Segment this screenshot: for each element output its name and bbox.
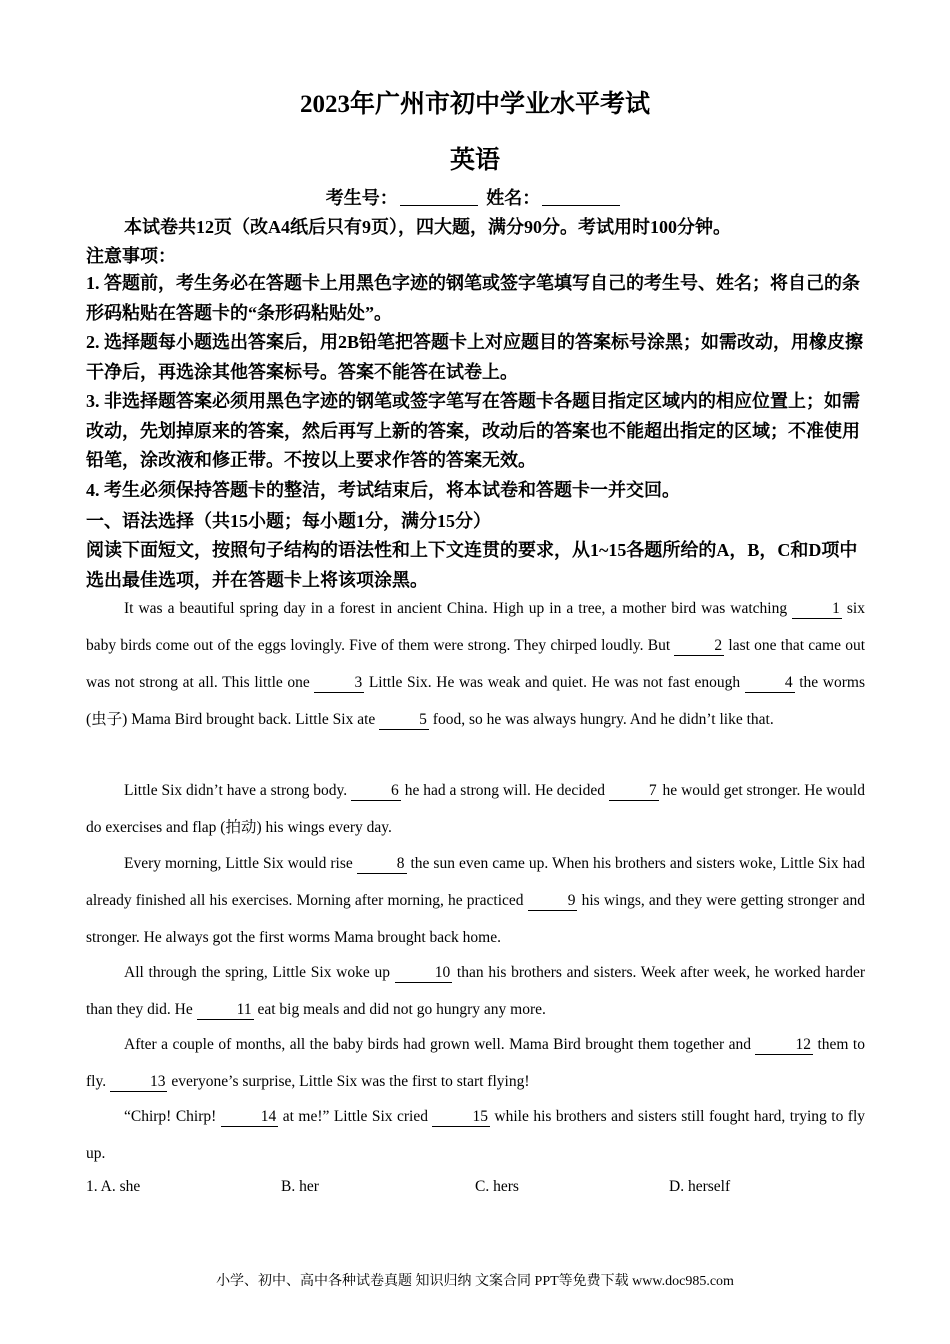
note-item: 4. 考生必须保持答题卡的整洁，考试结束后，将本试卷和答题卡一并交回。 [86, 479, 680, 500]
exam-intro: 本试卷共12页（改A4纸后只有9页），四大题，满分90分。考试用时100分钟。 [124, 217, 731, 237]
blank-5: 5 [379, 711, 429, 730]
blank-15: 15 [432, 1108, 490, 1127]
option-a: 1. A. she [86, 1178, 141, 1195]
blank-9: 9 [528, 892, 578, 911]
student-no-label: 考生号： [325, 188, 398, 208]
blank-14: 14 [221, 1108, 279, 1127]
option-b: B. her [281, 1178, 319, 1195]
note-item: 1. 答题前，考生务必在答题卡上用黑色字迹的钢笔或签字笔填写自己的考生号、姓名；将自己的条形码粘贴在答题卡的“条形码粘贴处”。 [86, 273, 860, 323]
blank-1: 1 [792, 600, 842, 619]
passage-paragraph: Little Six didn’t have a strong body. 6 he had a strong will. He decided 7 he would get stronger. He would do exercises and flap (拍动) his wings every day. [86, 782, 865, 836]
blank-13: 13 [110, 1073, 168, 1092]
passage-paragraph: “Chirp! Chirp! 14 at me!” Little Six cried 15 while his brothers and sisters still fought hard, trying to fly up. [86, 1108, 866, 1162]
section-instruction: 阅读下面短文，按照句子结构的语法性和上下文连贯的要求，从1~15各题所给的A，B，C和D项中选出最佳选项，并在答题卡上将该项涂黑。 [86, 540, 858, 590]
passage-paragraph: After a couple of months, all the baby birds had grown well. Mama Bird brought them together and 12 them to fly. 13 everyone’s surprise, Little Six was the first to start flying! [86, 1036, 865, 1090]
blank-8: 8 [357, 855, 407, 874]
option-c: C. hers [475, 1178, 519, 1195]
section-heading: 一、语法选择（共15小题；每小题1分，满分15分） [86, 511, 491, 531]
passage-paragraph: It was a beautiful spring day in a forest in ancient China. High up in a tree, a mother bird was watching 1 six baby birds come out of the eggs lovingly. Five of them were strong. They chirped loudly. But 2 last one that came out was not strong at all. This little one 3 Little Six. He was weak and quiet. He was not fast enough 4 the worms (虫子) Mama Bird brought back. Little Six ate 5 food, so he was always hungry. And he didn’t like that. [86, 600, 865, 728]
blank-7: 7 [609, 782, 659, 801]
subject-title: 英语 [449, 147, 500, 174]
exam-title: 2023年广州市初中学业水平考试 [299, 91, 650, 118]
page-footer: 小学、初中、高中各种试卷真题 知识归纳 文案合同 PPT等免费下载 www.doc985.com [216, 1274, 734, 1289]
notes-heading: 注意事项： [86, 246, 176, 266]
passage-paragraph: Every morning, Little Six would rise 8 the sun even came up. When his brothers and sisters woke, Little Six had already finished all his exercises. Morning after morning, he practiced 9 his wings, and they were getting stronger and stronger. He always got the first worms Mama brought back home. [86, 855, 865, 946]
student-no-blank [400, 191, 478, 206]
blank-4: 4 [745, 674, 795, 693]
blank-11: 11 [197, 1001, 254, 1020]
option-d: D. herself [669, 1178, 731, 1195]
notes-list [86, 269, 870, 505]
passage-paragraph: All through the spring, Little Six woke up 10 than his brothers and sisters. Week after week, he worked harder than they did. He 11 eat big meals and did not go hungry any more. [86, 964, 865, 1018]
blank-3: 3 [314, 674, 364, 693]
blank-6: 6 [351, 782, 401, 801]
blank-12: 12 [755, 1036, 813, 1055]
note-item: 2. 选择题每小题选出答案后，用2B铅笔把答题卡上对应题目的答案标号涂黑；如需改动，用橡皮擦干净后，再选涂其他答案标号。答案不能答在试卷上。 [86, 332, 864, 382]
name-label: 姓名： [486, 188, 541, 208]
student-info-line [0, 184, 950, 210]
blank-2: 2 [674, 637, 724, 656]
name-blank [542, 191, 620, 206]
note-item: 3. 非选择题答案必须用黑色字迹的钢笔或签字笔写在答题卡各题目指定区域内的相应位置上；如需改动，先划掉原来的答案，然后再写上新的答案，改动后的答案也不能超出指定的区域；不准使用铅笔，涂改液和修正带。不按以上要求作答的答案无效。 [86, 391, 860, 470]
blank-10: 10 [395, 964, 453, 983]
